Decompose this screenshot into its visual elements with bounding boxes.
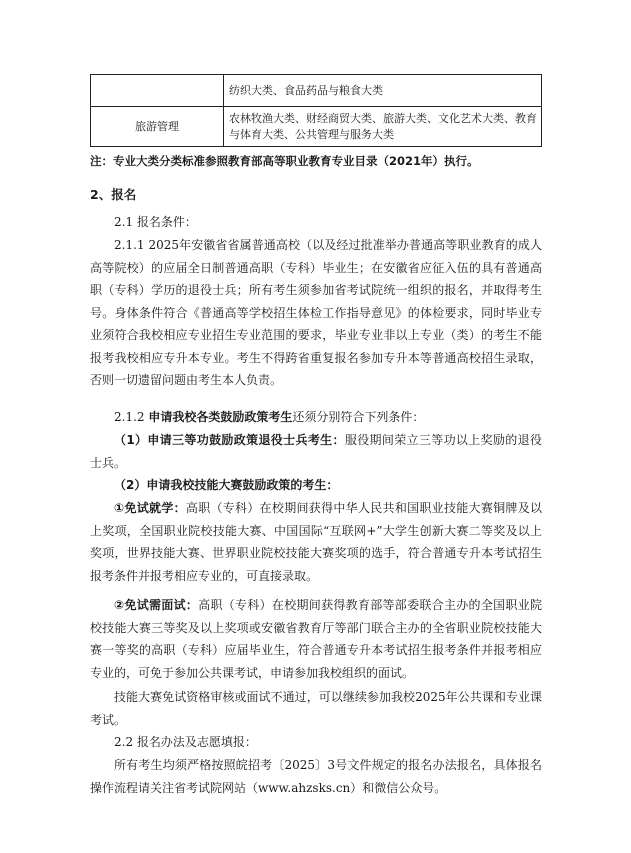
exempt-exam-label: ①免试就学： [114, 501, 186, 515]
table-row [91, 107, 542, 147]
item-bold: （2）申请我校技能大赛鼓励政策的考生： [114, 478, 339, 492]
table-cell-majors: 农林牧渔大类、财经商贸大类、旅游大类、文化艺术大类、教育与体育大类、公共管理与服务大类 [224, 107, 542, 147]
clause-bold: 申请我校各类鼓励政策考生 [148, 410, 293, 424]
item-skills-contest [90, 474, 542, 497]
paragraph-2-2: 所有考生均须严格按照皖招考〔2025〕3号文件规定的报名办法报名，具体报名操作流程请关注省考试院网站（www.ahzsks.cn）和微信公众号。 [90, 758, 542, 795]
item-bold: （1）申请三等功鼓励政策退役士兵考生： [114, 433, 345, 447]
exempt-interview-text: 高职（专科）在校期间获得教育部等部委联合主办的全国职业院校技能大赛三等奖及以上奖项或安徽省教育厅等部门联合主办的全省职业院校技能大赛一等奖的高职（专科）应届毕业生，符合普通专升本考试招生报考条件并报考相应专业的，可免于参加公共课考试，申请参加我校组织的面试。 [90, 598, 542, 680]
clause-text: 还须分别符合下列条件： [292, 410, 425, 424]
paragraph-fallback: 技能大赛免试资格审核或面试不通过，可以继续参加我校2025年公共课和专业课考试。 [90, 690, 542, 727]
exempt-exam-text: 高职（专科）在校期间获得中华人民共和国职业技能大赛铜牌及以上奖项，全国职业院校技能大赛、中国国际“互联网+”大学生创新大赛二等奖及以上奖项，世界技能大赛、世界职业院校技能大赛奖项的选手，符合普通专升本考试招生报考条件并报考相应专业的，可直接录取。 [90, 501, 542, 583]
section-heading: 2、报名 [90, 187, 137, 202]
paragraph-2-1-1: 2.1.1 2025年安徽省省属普通高校（以及经过批准举办普通高等职业教育的成人高等院校）的应届全日制普通高职（专科）毕业生；在安徽省应征入伍的具有普通高职（专科）学历的退役士兵；所有考生须参加省考试院统一组织的报名，并取得考生号。身体条件符合《普通高等学校招生体检工作指导意见》的体检要求，同时毕业专业须符合我校相应专业招生专业范围的要求，毕业专业非以上专业（类）的考生不能报考我校相应专升本专业。考生不得跨省重复报名参加专升本等普通高校招生录取，否则一切遗留问题由考生本人负责。 [90, 238, 542, 387]
paragraph-exempt-interview [90, 594, 542, 684]
table-cell-category [91, 75, 224, 107]
clause-number: 2.1.2 [114, 410, 149, 424]
exempt-interview-label: ②免试需面试： [114, 598, 199, 612]
subsection-title: 2.2 报名办法及志愿填报： [114, 735, 257, 749]
table-cell-category: 旅游管理 [91, 107, 224, 147]
note-text: 注：专业大类分类标准参照教育部高等职业教育专业目录（2021年）执行。 [90, 154, 479, 168]
item-text: 服役期间荣立三等功以上奖励的退役士兵。 [90, 433, 542, 470]
majors-table [90, 74, 542, 147]
item-veteran [90, 429, 542, 474]
subsection-title: 2.1 报名条件： [114, 215, 197, 229]
table-row [91, 75, 542, 107]
paragraph-2-1-2 [90, 406, 542, 429]
table-cell-majors: 纺织大类、食品药品与粮食大类 [224, 75, 542, 107]
paragraph-exempt-exam [90, 497, 542, 587]
